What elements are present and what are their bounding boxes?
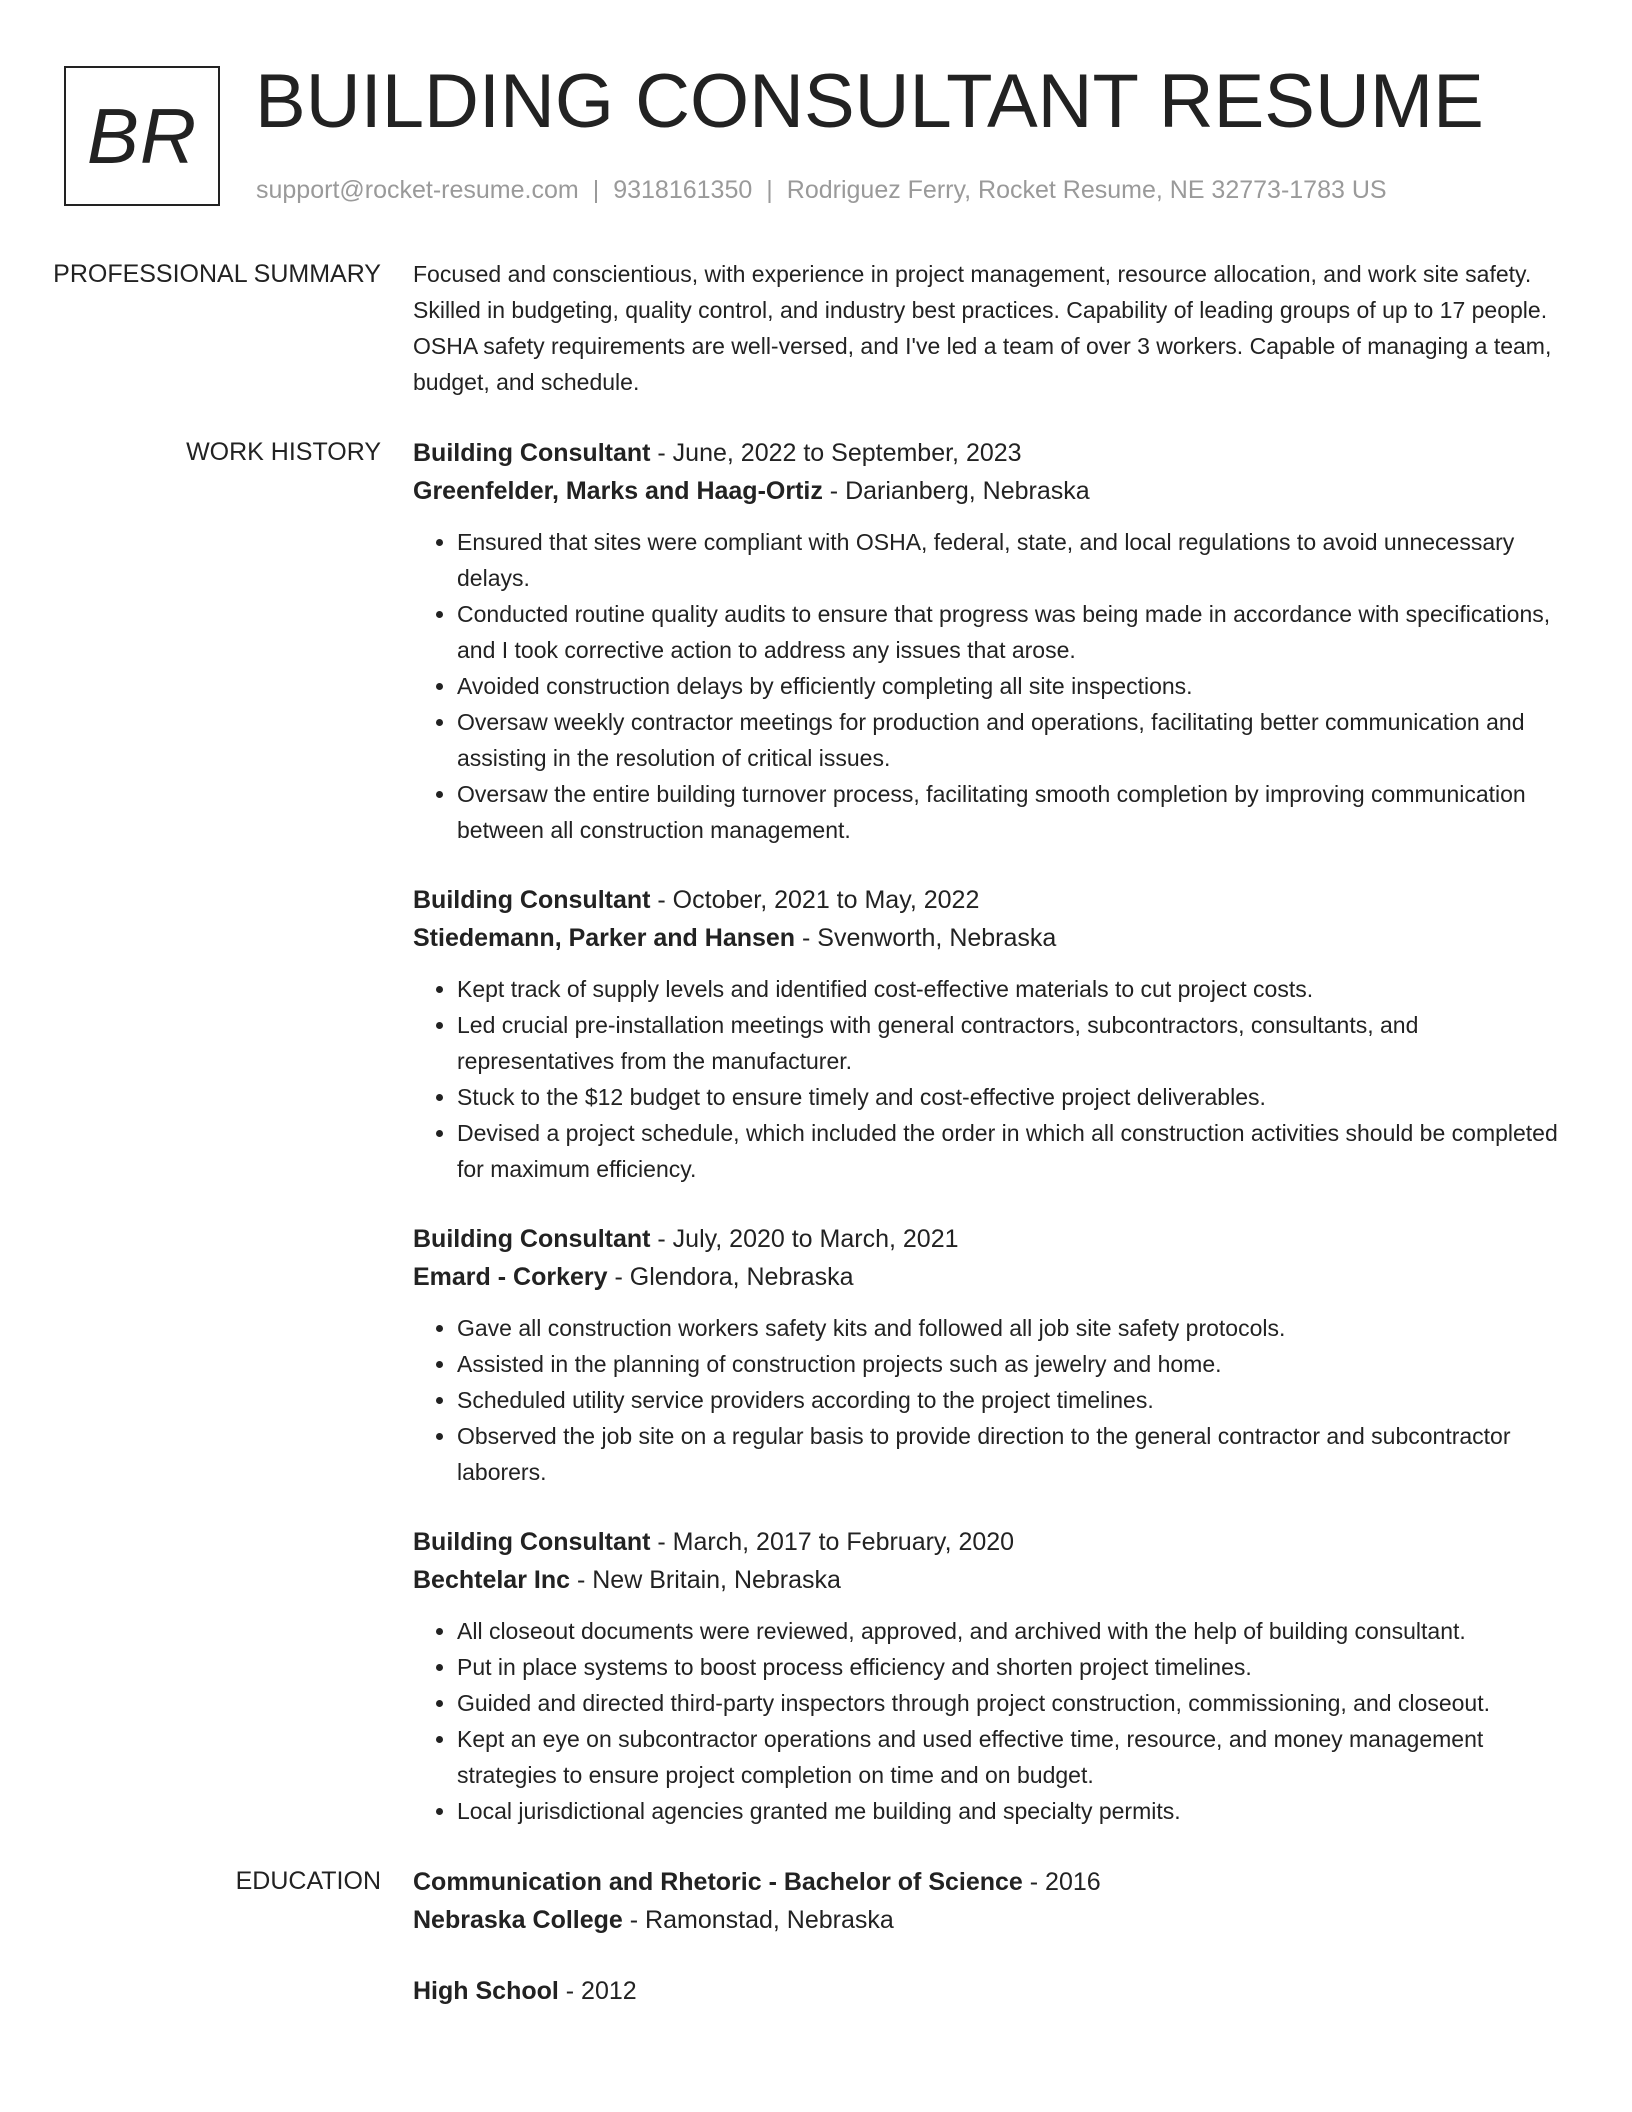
job-title-line	[413, 434, 1563, 472]
job-bullet: • Observed the job site on a regular basis to provide direction to the general contractor and subcontractor laborers.	[457, 1418, 1563, 1490]
job-bullets	[413, 971, 1563, 1187]
job-company: Greenfelder, Marks and Haag-Ortiz	[413, 477, 823, 505]
job-company-line	[413, 472, 1563, 510]
job-title-line	[413, 881, 1563, 919]
job-title-line	[413, 1220, 1563, 1258]
job-bullet: • Led crucial pre-installation meetings with general contractors, subcontractors, consultants, and representatives from the manufacturer.	[457, 1007, 1563, 1079]
education-degree: Communication and Rhetoric - Bachelor of Science	[413, 1868, 1023, 1896]
job-bullet: • Oversaw the entire building turnover process, facilitating smooth completion by improving communication between all construction management.	[457, 776, 1563, 848]
job-bullet: • Local jurisdictional agencies granted me building and specialty permits.	[457, 1793, 1563, 1829]
contact-separator: |	[766, 176, 773, 204]
education-school: Nebraska College	[413, 1906, 623, 1934]
summary-text: Focused and conscientious, with experience in project management, resource allocation, and work site safety. Skilled in budgeting, quality control, and industry best practices. Capability of leading groups of up to 17 people. OSHA safety requirements are well-versed, and I've led a team of over 3 workers. Capable of managing a team, budget, and schedule.	[413, 261, 1552, 395]
job-location: - Darianberg, Nebraska	[822, 477, 1090, 505]
job-bullets	[413, 524, 1563, 848]
job-bullet: • Kept an eye on subcontractor operations and used effective time, resource, and money management strategies to ensure project completion on time and on budget.	[457, 1721, 1563, 1793]
job-bullet: • Ensured that sites were compliant with OSHA, federal, state, and local regulations to avoid unnecessary delays.	[457, 524, 1563, 596]
contact-separator: |	[592, 176, 600, 204]
resume-content	[0, 256, 1632, 2077]
education-body	[413, 1863, 1563, 2043]
education-school-line	[413, 1901, 1563, 1939]
education-year: - 2016	[1022, 1868, 1101, 1896]
contact-line	[256, 172, 1387, 208]
contact-email[interactable]: support@rocket-resume.com	[256, 176, 579, 204]
education-degree-line	[413, 1863, 1563, 1901]
education-section	[0, 1863, 1632, 2043]
job-company: Stiedemann, Parker and Hansen	[413, 924, 796, 952]
section-label-education: EDUCATION	[235, 1867, 381, 1895]
job-dates: - March, 2017 to February, 2020	[650, 1528, 1015, 1556]
education-entry	[413, 1972, 1563, 2010]
work-history-body	[413, 434, 1563, 1829]
job-title: Building Consultant	[413, 1528, 651, 1556]
job-bullets	[413, 1613, 1563, 1829]
section-label-summary: PROFESSIONAL SUMMARY	[53, 260, 381, 288]
monogram-logo: BR	[64, 66, 220, 206]
job-location: - Glendora, Nebraska	[607, 1263, 854, 1291]
contact-phone[interactable]: 9318161350	[613, 176, 753, 204]
job-bullet: • Guided and directed third-party inspectors through project construction, commissioning, and closeout.	[457, 1685, 1563, 1721]
job-bullet: • Kept track of supply levels and identified cost-effective materials to cut project costs.	[457, 971, 1563, 1007]
job-bullet: • Oversaw weekly contractor meetings for production and operations, facilitating better communication and assisting in the resolution of critical issues.	[457, 704, 1563, 776]
job-entry	[413, 434, 1563, 848]
job-title: Building Consultant	[413, 1225, 651, 1253]
job-bullet: • All closeout documents were reviewed, approved, and archived with the help of building consultant.	[457, 1613, 1563, 1649]
job-location: - Svenworth, Nebraska	[795, 924, 1057, 952]
job-bullet: • Gave all construction workers safety kits and followed all job site safety protocols.	[457, 1310, 1563, 1346]
job-bullet: • Scheduled utility service providers according to the project timelines.	[457, 1382, 1563, 1418]
job-bullet: • Stuck to the $12 budget to ensure timely and cost-effective project deliverables.	[457, 1079, 1563, 1115]
job-title-line	[413, 1523, 1563, 1561]
job-dates: - October, 2021 to May, 2022	[650, 886, 980, 914]
job-bullet: • Conducted routine quality audits to ensure that progress was being made in accordance with specifications, and I took corrective action to address any issues that arose.	[457, 596, 1563, 668]
contact-address: Rodriguez Ferry, Rocket Resume, NE 32773-1783 US	[786, 176, 1387, 204]
education-location: - Ramonstad, Nebraska	[622, 1906, 894, 1934]
job-entry	[413, 881, 1563, 1187]
job-company: Bechtelar Inc	[413, 1566, 571, 1594]
education-entry	[413, 1863, 1563, 1939]
job-entry	[413, 1220, 1563, 1490]
job-dates: - June, 2022 to September, 2023	[650, 439, 1022, 467]
job-bullet: • Avoided construction delays by efficiently completing all site inspections.	[457, 668, 1563, 704]
education-year: - 2012	[558, 1977, 637, 2005]
job-company: Emard - Corkery	[413, 1263, 608, 1291]
resume-title: BUILDING CONSULTANT RESUME	[255, 59, 1484, 144]
education-degree-line	[413, 1972, 1563, 2010]
job-company-line	[413, 1258, 1563, 1296]
job-bullet: • Assisted in the planning of construction projects such as jewelry and home.	[457, 1346, 1563, 1382]
job-bullet: • Put in place systems to boost process efficiency and shorten project timelines.	[457, 1649, 1563, 1685]
section-label-work-history: WORK HISTORY	[186, 438, 381, 466]
summary-body	[413, 256, 1563, 400]
education-degree: High School	[413, 1977, 559, 2005]
job-title: Building Consultant	[413, 439, 651, 467]
job-location: - New Britain, Nebraska	[570, 1566, 841, 1594]
job-entry	[413, 1523, 1563, 1829]
job-company-line	[413, 919, 1563, 957]
job-company-line	[413, 1561, 1563, 1599]
job-dates: - July, 2020 to March, 2021	[650, 1225, 959, 1253]
job-bullet: • Devised a project schedule, which included the order in which all construction activities should be completed for maximum efficiency.	[457, 1115, 1563, 1187]
job-bullets	[413, 1310, 1563, 1490]
work-history-section	[0, 434, 1632, 1829]
summary-section	[0, 256, 1632, 400]
job-title: Building Consultant	[413, 886, 651, 914]
